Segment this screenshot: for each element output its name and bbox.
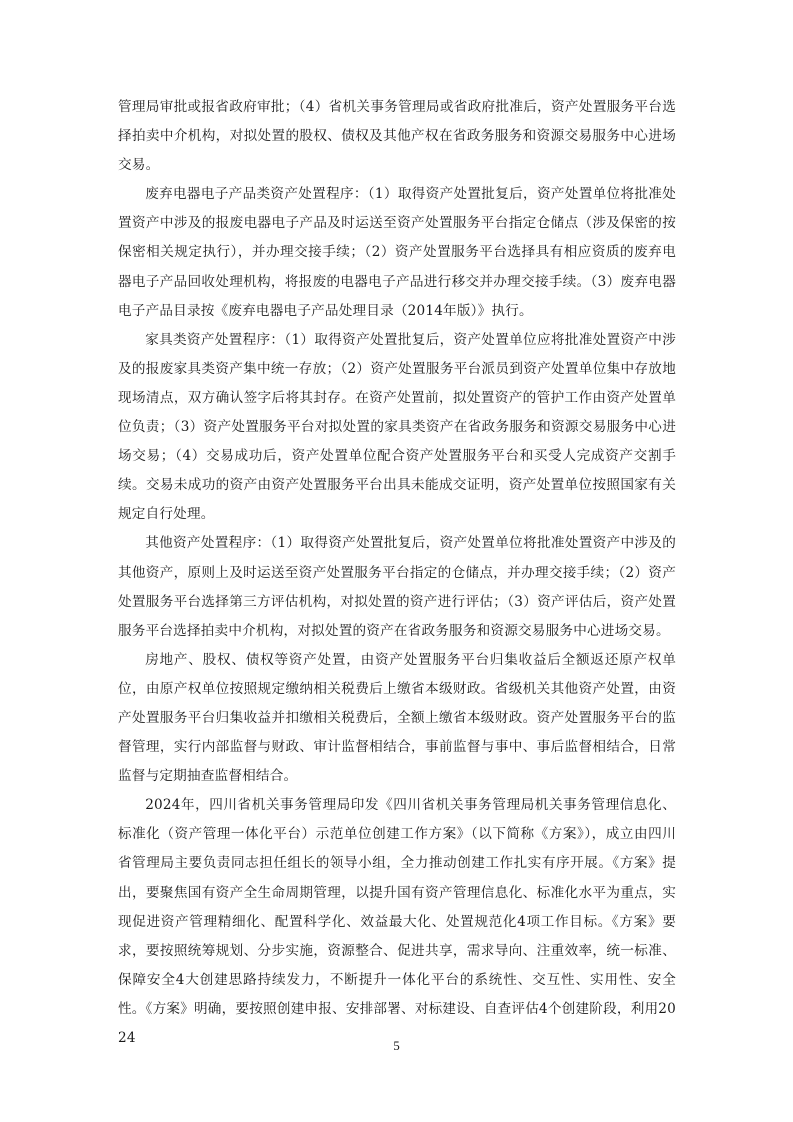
paragraph-furniture-procedure: 家具类资产处置程序：（1）取得资产处置批复后，资产处置单位应将批准处置资产中涉及的报废家具类资产集中统一存放；（2）资产处置服务平台派员到资产处置单位集中存放地现场清点，双方确认签字后将其封存。在资产处置前，拟处置资产的管护工作由资产处置单位负责；（3）资产处置服务平台对拟处置的家具类资产在省政务服务和资源交易服务中心进场交易；（4）交易成功后，资产处置单位配合资产处置服务平台和买受人完成资产交割手续。交易未成功的资产由资产处置服务平台出具未能成交证明，资产处置单位按照国家有关规定自行处理。 (118, 331, 676, 523)
paragraph-proceeds-and-supervision: 房地产、股权、债权等资产处置，由资产处置服务平台归集收益后全额返还原产权单位，由原产权单位按照规定缴纳相关税费后上缴省本级财政。省级机关其他资产处置，由资产处置服务平台归集收益并扣缴相关税费后，全额上缴省本级财政。资产处置服务平台的监督管理，实行内部监督与财政、审计监督相结合，事前监督与事中、事后监督相结合，日常监督与定期抽查监督相结合。 (118, 651, 676, 785)
paragraph-e-waste-procedure: 废弃电器电子产品类资产处置程序：（1）取得资产处置批复后，资产处置单位将批准处置资产中涉及的报废电器电子产品及时运送至资产处置服务平台指定仓储点（涉及保密的按保密相关规定执行），并办理交接手续；（2）资产处置服务平台选择具有相应资质的废弃电器电子产品回收处理机构，将报废的电器电子产品进行移交并办理交接手续。（3）废弃电器电子产品目录按《废弃电器电子产品处理目录（2014年版）》执行。 (118, 186, 676, 319)
paragraph-continuation: 管理局审批或报省政府审批；（4）省机关事务管理局或省政府批准后，资产处置服务平台选择拍卖中介机构，对拟处置的股权、债权及其他产权在省政务服务和资源交易服务中心进场交易。 (118, 99, 676, 174)
page-number: 5 (393, 1038, 400, 1053)
document-body (118, 93, 676, 1053)
paragraph-other-assets-procedure: 其他资产处置程序：（1）取得资产处置批复后，资产处置单位将批准处置资产中涉及的其他资产，原则上及时运送至资产处置服务平台指定的仓储点，并办理交接手续；（2）资产处置服务平台选择第三方评估机构，对拟处置的资产进行评估；（3）资产评估后，资产处置服务平台选择拍卖中介机构，对拟处置的资产在省政务服务和资源交易服务中心进场交易。 (118, 535, 676, 639)
paragraph-2024-plan: 2024年，四川省机关事务管理局印发《四川省机关事务管理局机关事务管理信息化、标准化（资产管理一体化平台）示范单位创建工作方案》（以下简称《方案》），成立由四川省管理局主要负责同志担任组长的领导小组，全力推动创建工作扎实有序开展。《方案》提出，要聚焦国有资产全生命周期管理，以提升国有资产管理信息化、标准化水平为重点，实现促进资产管理精细化、配置科学化、效益最大化、处置规范化4项工作目标。《方案》要求，要按照统筹规划、分步实施，资源整合、促进共享，需求导向、注重效率，统一标准、保障安全4大创建思路持续发力，不断提升一体化平台的系统性、交互性、实用性、安全性。《方案》明确，要按照创建申报、安排部署、对标建设、自查评估4个创建阶段，利用2024 (118, 797, 676, 1046)
